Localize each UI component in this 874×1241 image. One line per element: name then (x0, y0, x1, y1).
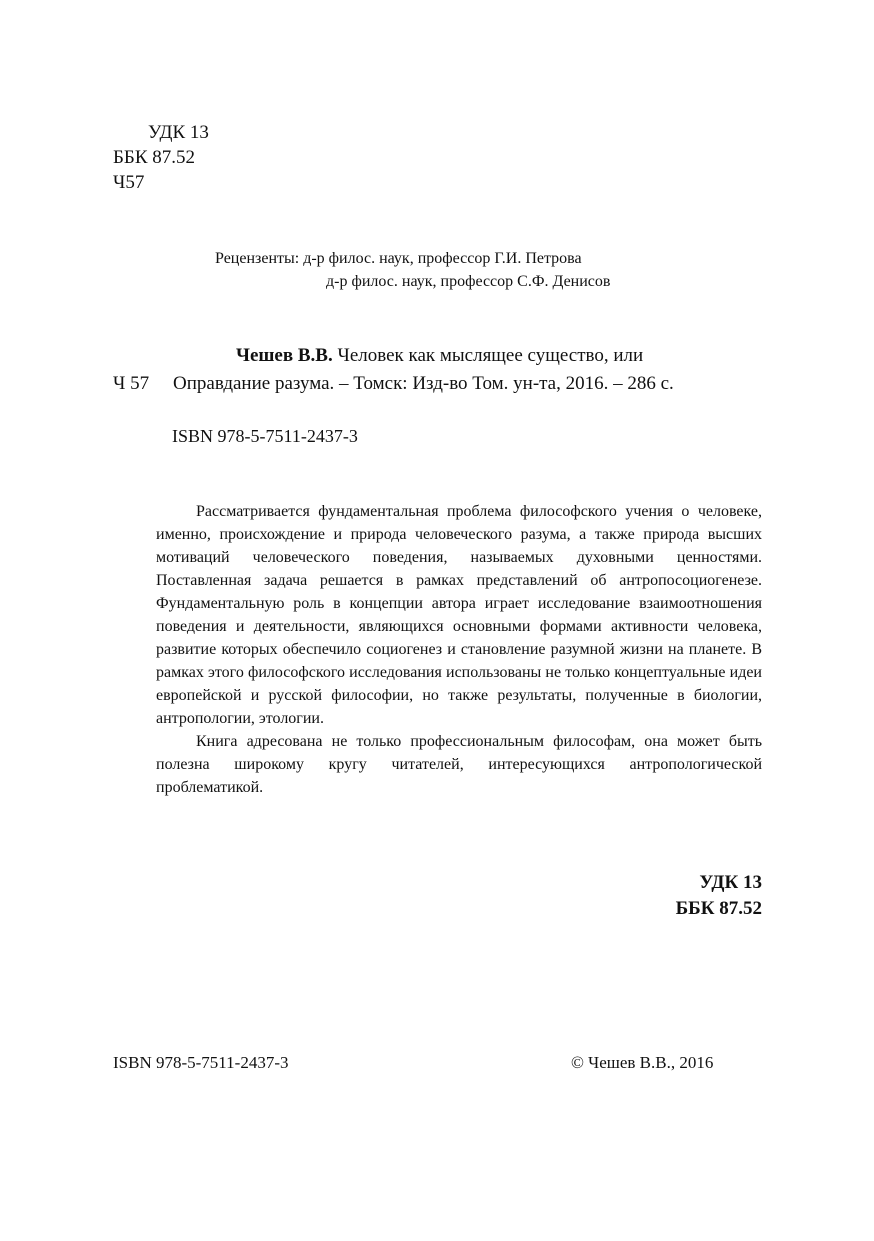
author-mark-top: Ч57 (113, 172, 145, 193)
title-part-1: Человек как мыслящее существо, или (332, 345, 644, 366)
reviewer-line-1: Рецензенты: д-р филос. наук, профессор Г.И. Петрова (215, 250, 582, 267)
abstract-paragraph-1: Рассматривается фундаментальная проблема философского учения о человеке, именно, происхождение и природа человеческого разума, а также природа высших мотиваций человеческого поведения, называемых духовными ценностями. Поставленная задача решается в рамках представлений об антропосоциогенезе. Фундаментальную роль в концепции автора играет исследование взаимоотношения поведения и деятельности, являющихся основными формами активности человека, развитие которых обеспечило социогенез и становление разумной жизни на планете. В рамках этого философского исследования использованы не только концептуальные идеи европейской и русской философии, но также результаты, полученные в биологии, антропологии, этологии. (156, 503, 762, 727)
title-part-2: Оправдание разума. – Томск: Изд-во Том. ун-та, 2016. – 286 с. (173, 373, 674, 394)
abstract-paragraph-2: Книга адресована не только профессиональным философам, она может быть полезна широкому кругу читателей, интересующихся антропологической проблематикой. (156, 733, 762, 796)
isbn-main: ISBN 978-5-7511-2437-3 (172, 426, 358, 446)
bibliographic-title-line-1 (236, 345, 643, 367)
author-name: Чешев В.В. (236, 345, 333, 366)
abstract (156, 500, 762, 799)
udk-code-bottom: УДК 13 (699, 872, 762, 893)
reviewer-line-2: д-р филос. наук, профессор С.Ф. Денисов (326, 273, 611, 290)
copyright: © Чешев В.В., 2016 (571, 1053, 714, 1072)
author-mark: Ч 57 (113, 373, 150, 394)
bibliographic-title-line-2 (113, 373, 674, 395)
isbn-footer: ISBN 978-5-7511-2437-3 (113, 1053, 289, 1072)
udk-code-top: УДК 13 (148, 122, 209, 143)
bbk-code-top: ББК 87.52 (113, 147, 195, 168)
bbk-code-bottom: ББК 87.52 (675, 898, 762, 919)
